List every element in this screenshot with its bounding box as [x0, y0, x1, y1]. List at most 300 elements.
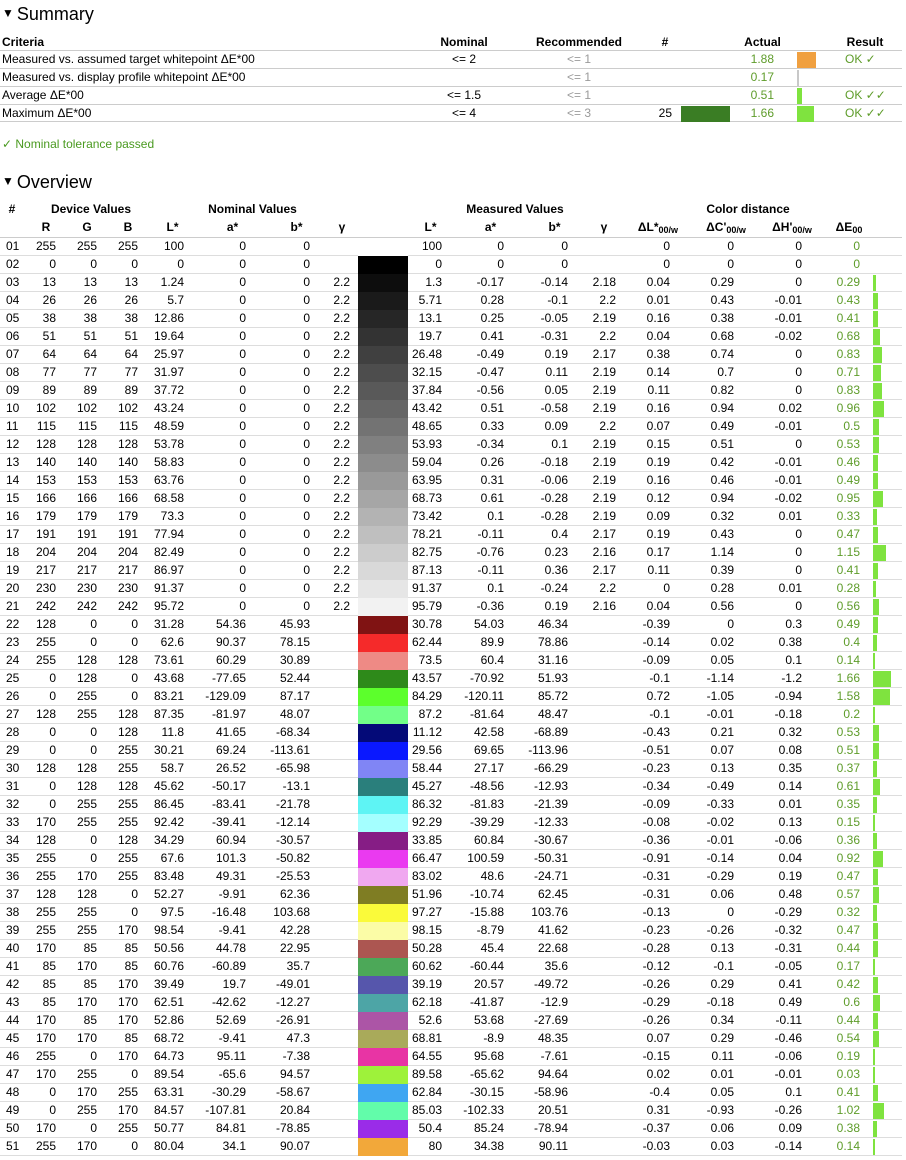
cell-delta-h: 0.49 — [778, 995, 802, 1009]
cell-delta-e: 0.44 — [836, 1013, 860, 1027]
cell-nominal-gamma — [320, 1012, 350, 1029]
cell-measured-a: 0.1 — [487, 581, 504, 595]
col-delta-e: $\Delta E_{00}$ — [835, 220, 863, 235]
cell-g: 0 — [90, 257, 97, 271]
cell-measured-a: -0.36 — [476, 599, 504, 613]
collapse-triangle-icon[interactable]: ▼ — [2, 6, 14, 20]
cell-r: 170 — [35, 1031, 56, 1045]
cell-delta-c: 0.29 — [710, 1031, 734, 1045]
cell-g: 0 — [90, 851, 97, 865]
delta-e-bar — [873, 977, 878, 993]
table-row — [0, 1138, 902, 1156]
cell-r: 51 — [42, 329, 56, 343]
table-row — [0, 508, 902, 526]
cell-delta-e: 0.14 — [836, 653, 860, 667]
cell-delta-h: 0.35 — [778, 761, 802, 775]
col-nominal-b: b* — [290, 220, 303, 234]
cell-nominal-a: -107.81 — [205, 1103, 246, 1117]
collapse-triangle-icon[interactable]: ▼ — [2, 174, 14, 188]
cell-delta-e: 0.54 — [836, 1031, 860, 1045]
cell-measured-b: 0.23 — [544, 545, 568, 559]
cell-measured-b: 94.64 — [537, 1067, 568, 1081]
cell-delta-h: -0.01 — [774, 473, 802, 487]
cell-delta-c: 0.11 — [711, 1049, 734, 1063]
cell-g: 255 — [76, 707, 97, 721]
cell-delta-h: -1.2 — [781, 671, 802, 685]
cell-measured-b: -0.1 — [547, 293, 568, 307]
cell-delta-h: 0.19 — [778, 869, 802, 883]
cell-r: 255 — [35, 1049, 56, 1063]
cell-measured-a: -0.56 — [476, 383, 504, 397]
cell-measured-l: 32.15 — [411, 365, 442, 379]
summary-actual: 0.17 — [750, 70, 774, 84]
cell-nominal-b: 35.7 — [286, 959, 310, 973]
cell-nominal-gamma: 2.2 — [333, 347, 350, 361]
cell-r: 255 — [35, 905, 56, 919]
cell-nominal-b: 52.44 — [279, 671, 310, 685]
cell-delta-c: -0.29 — [706, 869, 734, 883]
cell-measured-gamma — [586, 1066, 616, 1083]
cell-delta-e: 0.32 — [836, 905, 860, 919]
delta-e-bar — [873, 455, 878, 471]
cell-delta-l: 0.14 — [646, 365, 670, 379]
delta-e-bar — [873, 725, 879, 741]
cell-g: 0 — [90, 725, 97, 739]
cell-r: 128 — [35, 437, 56, 451]
cell-nominal-gamma — [320, 760, 350, 777]
cell-measured-gamma — [586, 634, 616, 651]
cell-r: 170 — [35, 815, 56, 829]
cell-g: 191 — [76, 527, 97, 541]
cell-b: 255 — [117, 1085, 138, 1099]
cell-b: 0 — [131, 905, 138, 919]
col-measured-a: a* — [484, 220, 497, 234]
cell-measured-l: 83.02 — [411, 869, 442, 883]
cell-b: 115 — [118, 419, 138, 433]
table-row — [0, 310, 902, 328]
cell-num: 49 — [6, 1103, 20, 1117]
delta-e-bar — [873, 365, 881, 381]
cell-measured-gamma: 2.2 — [599, 293, 616, 307]
cell-num: 42 — [6, 977, 20, 991]
cell-measured-l: 85.03 — [411, 1103, 442, 1117]
cell-nominal-b: 0 — [303, 545, 310, 559]
cell-r: 0 — [49, 1085, 56, 1099]
cell-delta-l: 0 — [663, 239, 670, 253]
cell-measured-l: 11.12 — [412, 725, 442, 739]
cell-measured-a: 89.9 — [480, 635, 504, 649]
cell-g: 255 — [76, 905, 97, 919]
cell-nominal-a: 0 — [239, 545, 246, 559]
cell-nominal-gamma — [320, 868, 350, 885]
cell-r: 255 — [35, 635, 56, 649]
cell-delta-c: 0.39 — [710, 563, 734, 577]
cell-num: 27 — [6, 707, 20, 721]
cell-nominal-a: 84.81 — [215, 1121, 246, 1135]
cell-nominal-a: 0 — [239, 563, 246, 577]
summary-actual: 0.51 — [750, 88, 774, 102]
cell-r: 128 — [35, 761, 56, 775]
cell-nominal-l: 12.86 — [153, 311, 184, 325]
delta-e-bar — [873, 1103, 884, 1119]
cell-nominal-l: 5.7 — [167, 293, 184, 307]
cell-nominal-l: 62.6 — [160, 635, 184, 649]
cell-measured-l: 33.85 — [411, 833, 442, 847]
cell-nominal-b: 0 — [303, 365, 310, 379]
cell-delta-l: -0.23 — [642, 761, 670, 775]
cell-measured-l: 86.32 — [411, 797, 442, 811]
cell-b: 255 — [117, 743, 138, 757]
cell-num: 20 — [6, 581, 20, 595]
cell-delta-h: 0.48 — [778, 887, 802, 901]
cell-nominal-b: 62.36 — [279, 887, 310, 901]
cell-measured-a: -0.11 — [477, 527, 504, 541]
cell-nominal-b: -50.82 — [275, 851, 310, 865]
cell-nominal-gamma: 2.2 — [333, 599, 350, 613]
cell-measured-a: -48.56 — [469, 779, 504, 793]
cell-nominal-b: 22.95 — [279, 941, 310, 955]
cell-g: 128 — [76, 653, 97, 667]
cell-nominal-b: -7.38 — [282, 1049, 310, 1063]
cell-measured-b: -0.18 — [540, 455, 568, 469]
cell-g: 255 — [76, 1067, 97, 1081]
cell-measured-b: 0 — [561, 239, 568, 253]
col-recommended: Recommended — [535, 35, 623, 49]
cell-nominal-a: 0 — [239, 419, 246, 433]
cell-measured-l: 73.42 — [411, 509, 442, 523]
cell-nominal-l: 92.42 — [153, 815, 184, 829]
cell-nominal-b: -30.57 — [275, 833, 310, 847]
cell-g: 230 — [76, 581, 97, 595]
cell-g: 0 — [90, 617, 97, 631]
cell-nominal-a: 0 — [239, 329, 246, 343]
cell-delta-h: -0.02 — [774, 329, 802, 343]
cell-measured-l: 29.56 — [411, 743, 442, 757]
cell-nominal-l: 100 — [163, 239, 184, 253]
cell-delta-c: 0.38 — [710, 311, 734, 325]
cell-delta-l: -0.28 — [642, 941, 670, 955]
cell-nominal-a: 0 — [239, 581, 246, 595]
cell-measured-gamma: 2.19 — [592, 455, 616, 469]
cell-b: 255 — [117, 797, 138, 811]
cell-b: 179 — [117, 509, 138, 523]
cell-nominal-l: 73.61 — [153, 653, 184, 667]
cell-b: 102 — [117, 401, 138, 415]
cell-measured-a: -0.49 — [476, 347, 504, 361]
cell-nominal-b: 94.57 — [279, 1067, 310, 1081]
cell-nominal-l: 52.86 — [153, 1013, 184, 1027]
cell-nominal-a: 0 — [239, 473, 246, 487]
cell-measured-a: 34.38 — [473, 1139, 504, 1153]
col-count: # — [661, 35, 669, 49]
cell-measured-a: 0 — [497, 239, 504, 253]
cell-g: 0 — [90, 1049, 97, 1063]
summary-recommended: <= 1 — [566, 88, 592, 102]
cell-nominal-gamma: 2.2 — [333, 311, 350, 325]
cell-num: 50 — [6, 1121, 20, 1135]
cell-num: 24 — [6, 653, 20, 667]
cell-nominal-gamma — [320, 886, 350, 903]
cell-measured-gamma — [586, 1084, 616, 1101]
cell-nominal-b: 87.17 — [279, 689, 310, 703]
cell-nominal-l: 50.56 — [153, 941, 184, 955]
delta-e-bar — [873, 293, 878, 309]
cell-nominal-b: 0 — [303, 239, 310, 253]
cell-measured-b: -0.58 — [540, 401, 568, 415]
cell-r: 0 — [49, 797, 56, 811]
cell-delta-l: -0.03 — [642, 1139, 670, 1153]
summary-count: 25 — [658, 106, 672, 120]
cell-r: 255 — [35, 923, 56, 937]
cell-delta-h: 0.02 — [778, 401, 802, 415]
table-row — [0, 922, 902, 940]
cell-delta-l: 0.07 — [646, 419, 670, 433]
cell-delta-e: 0.95 — [836, 491, 860, 505]
cell-b: 128 — [117, 707, 138, 721]
cell-measured-a: 20.57 — [473, 977, 504, 991]
summary-table-header — [0, 34, 902, 50]
cell-nominal-b: 0 — [303, 257, 310, 271]
cell-num: 07 — [6, 347, 20, 361]
delta-e-bar — [873, 329, 880, 345]
table-row — [0, 382, 902, 400]
cell-delta-l: -0.31 — [642, 887, 670, 901]
delta-e-bar — [873, 1067, 875, 1083]
cell-measured-a: -30.15 — [469, 1085, 504, 1099]
cell-delta-h: 0 — [795, 527, 802, 541]
cell-b: 255 — [117, 1121, 138, 1135]
cell-num: 08 — [6, 365, 20, 379]
cell-delta-e: 0.46 — [836, 455, 860, 469]
cell-measured-a: 0.33 — [480, 419, 504, 433]
cell-delta-c: 0.28 — [710, 581, 734, 595]
summary-row — [0, 68, 902, 86]
cell-nominal-gamma: 2.2 — [333, 455, 350, 469]
delta-e-bar — [873, 995, 880, 1011]
cell-measured-a: -15.88 — [469, 905, 504, 919]
cell-measured-l: 5.71 — [418, 293, 442, 307]
cell-r: 115 — [36, 419, 56, 433]
cell-g: 179 — [76, 509, 97, 523]
cell-delta-l: 0.07 — [646, 1031, 670, 1045]
cell-measured-b: -66.29 — [533, 761, 568, 775]
cell-measured-b: 0.36 — [544, 563, 568, 577]
cell-r: 0 — [49, 743, 56, 757]
cell-nominal-a: -60.89 — [211, 959, 246, 973]
group-color-distance: Color distance — [706, 202, 790, 216]
cell-nominal-a: 19.7 — [222, 977, 246, 991]
cell-measured-a: -0.17 — [476, 275, 504, 289]
cell-measured-b: -58.96 — [533, 1085, 568, 1099]
cell-delta-l: 0.16 — [646, 473, 670, 487]
cell-measured-l: 80 — [428, 1139, 442, 1153]
cell-nominal-l: 60.76 — [153, 959, 184, 973]
cell-b: 255 — [117, 869, 138, 883]
delta-e-bar — [873, 473, 878, 489]
cell-nominal-a: -9.41 — [218, 1031, 246, 1045]
cell-nominal-a: 0 — [239, 293, 246, 307]
cell-delta-l: -0.4 — [649, 1085, 670, 1099]
cell-nominal-l: 58.7 — [160, 761, 184, 775]
summary-row — [0, 50, 902, 68]
cell-nominal-b: -21.78 — [275, 797, 310, 811]
cell-measured-l: 68.81 — [411, 1031, 442, 1045]
cell-g: 0 — [90, 635, 97, 649]
cell-nominal-l: 53.78 — [153, 437, 184, 451]
cell-delta-l: -0.23 — [642, 923, 670, 937]
cell-delta-e: 0.71 — [836, 365, 860, 379]
overview-section-header[interactable] — [2, 170, 92, 193]
cell-g: 170 — [76, 869, 97, 883]
cell-delta-c: 0.74 — [710, 347, 734, 361]
cell-num: 12 — [6, 437, 20, 451]
delta-e-bar — [873, 527, 878, 543]
table-row — [0, 688, 902, 706]
cell-r: 170 — [35, 1067, 56, 1081]
cell-b: 255 — [117, 815, 138, 829]
cell-measured-b: 35.6 — [544, 959, 568, 973]
cell-b: 77 — [124, 365, 138, 379]
cell-nominal-gamma — [320, 1030, 350, 1047]
cell-measured-gamma — [586, 706, 616, 723]
delta-e-bar — [873, 545, 886, 561]
cell-nominal-l: 98.54 — [153, 923, 184, 937]
cell-delta-l: -0.26 — [642, 977, 670, 991]
cell-nominal-b: 47.3 — [286, 1031, 310, 1045]
cell-b: 89 — [124, 383, 138, 397]
table-row — [0, 544, 902, 562]
cell-nominal-gamma — [320, 796, 350, 813]
cell-nominal-l: 68.58 — [153, 491, 184, 505]
cell-nominal-l: 11.8 — [161, 725, 184, 739]
cell-delta-e: 0.83 — [836, 383, 860, 397]
delta-e-bar — [873, 743, 879, 759]
cell-num: 13 — [6, 455, 20, 469]
cell-measured-b: -12.93 — [533, 779, 568, 793]
table-row — [0, 652, 902, 670]
cell-nominal-gamma: 2.2 — [333, 419, 350, 433]
table-row — [0, 1102, 902, 1120]
cell-measured-gamma: 2.17 — [592, 563, 616, 577]
col-nominal-l: L* — [166, 220, 179, 234]
cell-nominal-b: 90.07 — [279, 1139, 310, 1153]
cell-delta-l: -0.29 — [642, 995, 670, 1009]
cell-nominal-b: -113.61 — [270, 743, 310, 757]
cell-delta-h: -0.46 — [774, 1031, 802, 1045]
cell-g: 170 — [76, 995, 97, 1009]
cell-g: 170 — [76, 1085, 97, 1099]
cell-num: 15 — [6, 491, 20, 505]
cell-g: 204 — [76, 545, 97, 559]
cell-measured-l: 68.73 — [411, 491, 442, 505]
cell-g: 166 — [76, 491, 97, 505]
cell-g: 170 — [76, 1139, 97, 1153]
cell-b: 128 — [117, 725, 138, 739]
cell-nominal-l: 83.21 — [153, 689, 184, 703]
cell-r: 85 — [42, 977, 56, 991]
cell-measured-a: 0.25 — [480, 311, 504, 325]
cell-nominal-gamma: 2.2 — [333, 509, 350, 523]
cell-measured-b: -0.14 — [540, 275, 568, 289]
cell-delta-c: -0.49 — [706, 779, 734, 793]
cell-r: 255 — [35, 653, 56, 667]
cell-num: 01 — [6, 239, 20, 253]
cell-num: 05 — [6, 311, 20, 325]
cell-delta-h: 0 — [795, 257, 802, 271]
cell-nominal-gamma — [320, 922, 350, 939]
cell-num: 02 — [6, 257, 20, 271]
cell-nominal-a: 0 — [239, 257, 246, 271]
cell-r: 89 — [42, 383, 56, 397]
cell-nominal-a: 0 — [239, 239, 246, 253]
cell-nominal-l: 58.83 — [153, 455, 184, 469]
cell-measured-gamma: 2.19 — [592, 473, 616, 487]
summary-actual: 1.88 — [750, 52, 774, 66]
cell-measured-gamma — [586, 886, 616, 903]
cell-delta-e: 0.68 — [836, 329, 860, 343]
summary-recommended: <= 1 — [566, 52, 592, 66]
cell-delta-l: -0.39 — [642, 617, 670, 631]
cell-delta-l: 0 — [663, 257, 670, 271]
cell-measured-gamma — [586, 814, 616, 831]
cell-r: 13 — [42, 275, 56, 289]
cell-g: 242 — [76, 599, 97, 613]
cell-delta-c: -0.14 — [706, 851, 734, 865]
cell-delta-h: -0.05 — [774, 959, 802, 973]
cell-nominal-b: 0 — [303, 293, 310, 307]
col-delta-l: $\Delta L*_{00/w}$ — [637, 220, 679, 235]
cell-b: 85 — [124, 959, 138, 973]
cell-nominal-l: 52.27 — [153, 887, 184, 901]
result-indicator-bar — [797, 88, 802, 104]
cell-nominal-a: 0 — [239, 401, 246, 415]
cell-delta-h: 0 — [795, 365, 802, 379]
cell-measured-a: -60.44 — [469, 959, 504, 973]
cell-measured-l: 0 — [435, 257, 442, 271]
summary-section-header[interactable] — [2, 2, 94, 25]
cell-measured-l: 13.1 — [418, 311, 442, 325]
cell-delta-c: 0.68 — [710, 329, 734, 343]
cell-delta-c: 0.05 — [710, 1085, 734, 1099]
summary-result: OK ✓✓ — [845, 106, 886, 120]
cell-delta-l: 0.38 — [646, 347, 670, 361]
col-nominal-a: a* — [226, 220, 239, 234]
cell-delta-c: 0.42 — [710, 455, 734, 469]
cell-delta-c: 0.51 — [710, 437, 734, 451]
cell-delta-l: -0.37 — [642, 1121, 670, 1135]
cell-delta-l: -0.1 — [649, 707, 670, 721]
cell-nominal-l: 83.48 — [153, 869, 184, 883]
cell-delta-h: 0 — [795, 599, 802, 613]
cell-delta-l: 0.11 — [647, 563, 670, 577]
cell-delta-h: 0.01 — [778, 797, 802, 811]
cell-delta-e: 0.35 — [836, 797, 860, 811]
cell-nominal-b: 0 — [303, 527, 310, 541]
cell-delta-e: 0.38 — [836, 1121, 860, 1135]
cell-measured-gamma: 2.2 — [599, 581, 616, 595]
cell-measured-b: 78.86 — [537, 635, 568, 649]
cell-delta-h: 0.14 — [778, 779, 802, 793]
cell-delta-l: 0.01 — [646, 293, 670, 307]
cell-delta-c: 0.29 — [710, 977, 734, 991]
cell-nominal-gamma: 2.2 — [333, 383, 350, 397]
cell-measured-b: 48.47 — [537, 707, 568, 721]
cell-b: 64 — [124, 347, 138, 361]
cell-r: 102 — [35, 401, 56, 415]
cell-measured-a: 95.68 — [473, 1049, 504, 1063]
cell-nominal-gamma — [320, 778, 350, 795]
table-row — [0, 454, 902, 472]
